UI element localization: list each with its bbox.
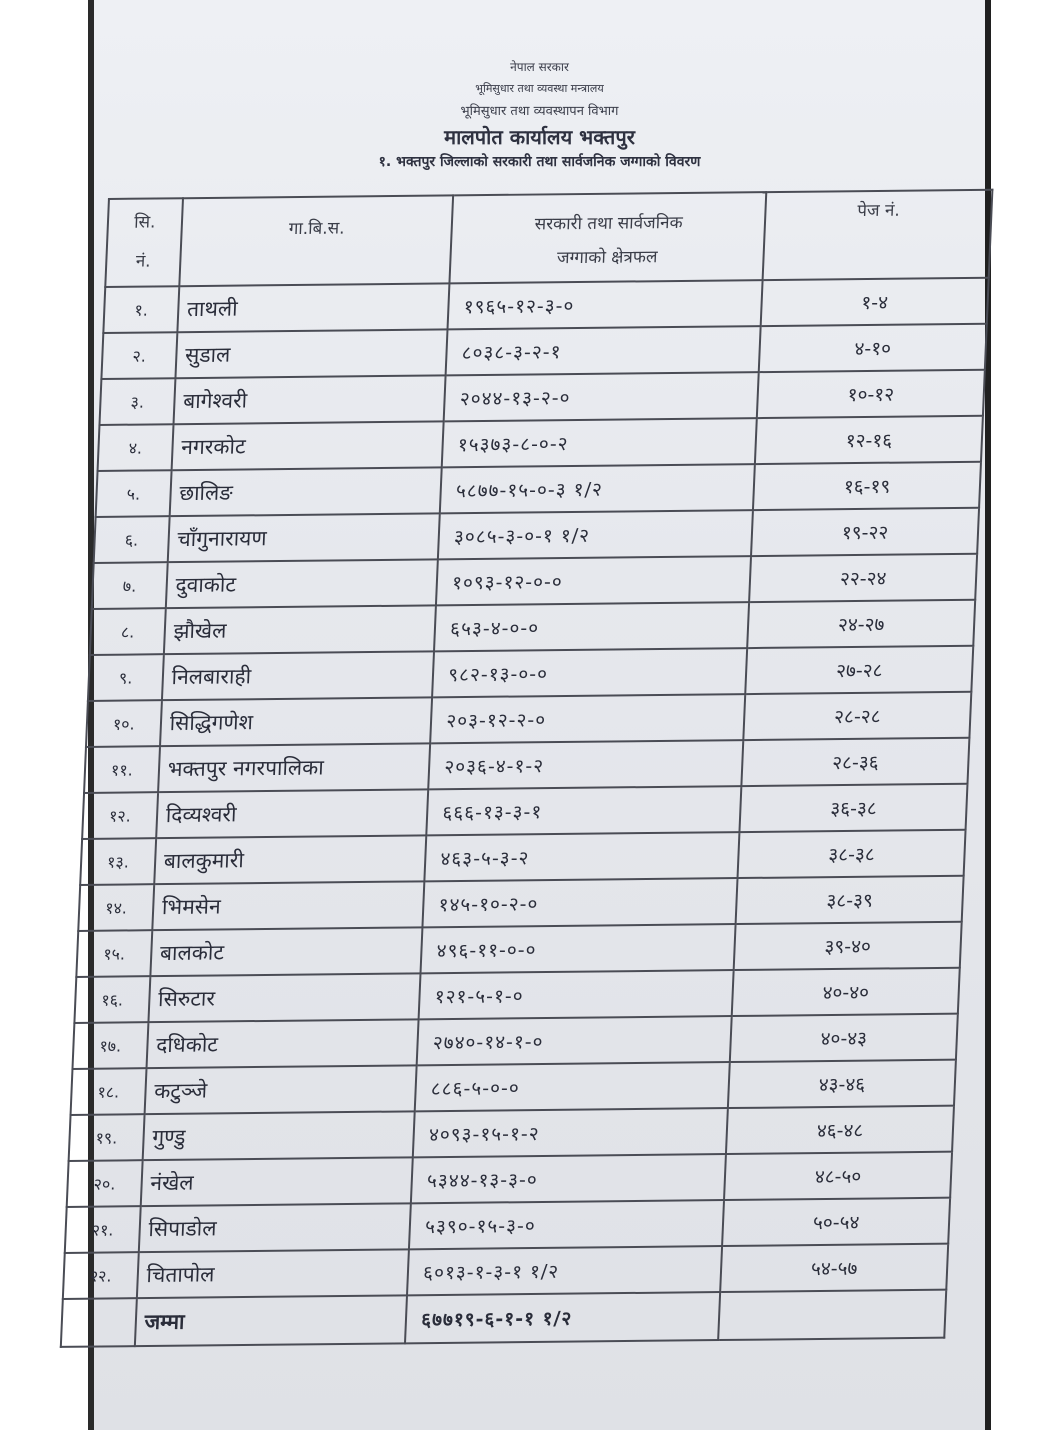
vdc-name-cell: गुण्डु — [142, 1111, 415, 1160]
page-range-cell: २७-२८ — [745, 646, 973, 694]
serial-cell: १७. — [72, 1022, 148, 1069]
vdc-name-cell: झौखेल — [164, 605, 437, 654]
vdc-name-cell: सिद्धिगणेश — [160, 697, 433, 746]
vdc-name-cell: चाँगुनारायण — [167, 513, 440, 562]
page-range-cell: ४८-५० — [724, 1152, 952, 1200]
total-label-cell: जम्मा — [135, 1295, 408, 1346]
vdc-name-cell: नगरकोट — [171, 421, 444, 470]
serial-cell: १. — [103, 286, 179, 333]
area-cell: ९८२-१३-०-० — [432, 648, 747, 697]
page-range-cell: ४०-४० — [732, 968, 960, 1016]
header-page-label: पेज नं. — [856, 200, 901, 222]
vdc-name-cell: ताथली — [177, 283, 450, 332]
page-range-cell: ५०-५४ — [722, 1198, 950, 1246]
page-range-cell: ३८-३९ — [736, 876, 964, 924]
page-range-cell: १०-१२ — [757, 370, 985, 418]
serial-cell: ६. — [94, 516, 170, 563]
area-cell: ८०३८-३-२-१ — [446, 326, 761, 375]
total-serial-cell — [61, 1298, 137, 1347]
table-total-row — [61, 1290, 946, 1347]
serial-cell: ७. — [92, 562, 168, 609]
vdc-name-cell: भक्तपुर नगरपालिका — [158, 743, 431, 792]
page-range-cell: १९-२२ — [751, 508, 979, 556]
page-range-cell: ३६-३८ — [740, 784, 968, 832]
header-page-number — [763, 190, 993, 280]
page-range-cell: ५४-५७ — [720, 1244, 948, 1292]
area-cell: ५३९०-१५-३-० — [409, 1200, 724, 1249]
header-area — [450, 192, 767, 283]
header-vdc-label: गा.बि.स. — [288, 218, 346, 240]
page-range-cell: २४-२७ — [747, 600, 975, 648]
area-cell: १५३७३-८-०-२ — [442, 418, 757, 467]
serial-cell: १३. — [80, 838, 156, 885]
serial-cell: १८. — [71, 1068, 147, 1115]
page-range-cell: ४६-४८ — [726, 1106, 954, 1154]
area-cell: १९६५-१२-३-० — [448, 280, 763, 329]
area-cell: २०३-१२-२-० — [430, 694, 745, 743]
serial-cell: ३. — [99, 378, 175, 425]
page-range-cell: १-४ — [761, 278, 989, 326]
vdc-name-cell: निलबाराही — [162, 651, 435, 700]
area-cell: १४५-१०-२-० — [423, 878, 738, 927]
vdc-name-cell: दधिकोट — [146, 1019, 419, 1068]
serial-cell: १२. — [82, 792, 158, 839]
serial-cell: ९. — [88, 654, 164, 701]
area-cell: ६०१३-१-३-१ १/२ — [407, 1246, 722, 1295]
vdc-name-cell: दिव्यश्वरी — [156, 789, 429, 838]
photo-border-right — [991, 0, 1059, 1430]
table-body — [61, 278, 989, 1347]
land-table — [60, 189, 994, 1348]
serial-cell: ११. — [84, 746, 160, 793]
vdc-name-cell: बालकुमारी — [154, 835, 427, 884]
total-page-cell — [718, 1290, 946, 1340]
area-cell: ४०९३-१५-१-२ — [413, 1108, 728, 1157]
serial-cell: १९. — [69, 1114, 145, 1161]
vdc-name-cell: सिरुटार — [148, 973, 421, 1022]
area-cell: १२१-५-१-० — [419, 970, 734, 1019]
serial-cell: १०. — [86, 700, 162, 747]
page-range-cell: २८-३६ — [742, 738, 970, 786]
vdc-name-cell: सिपाडोल — [139, 1203, 412, 1252]
area-cell: ५३४४-१३-३-० — [411, 1154, 726, 1203]
header-serial-number — [105, 198, 182, 287]
serial-cell: १४. — [78, 884, 154, 931]
area-cell: ६६६-१३-३-१ — [427, 786, 742, 835]
page-range-cell: ४०-४३ — [730, 1014, 958, 1062]
vdc-name-cell: चितापोल — [137, 1249, 410, 1298]
page-range-cell: ३८-३८ — [738, 830, 966, 878]
vdc-name-cell: दुवाकोट — [166, 559, 439, 608]
serial-cell: २१. — [65, 1206, 141, 1253]
header-area-line2: जग्गाको क्षेत्रफल — [556, 247, 658, 269]
header-office: मालपोत कार्यालय भक्तपुर — [444, 125, 635, 149]
page-range-cell: ४-१० — [759, 324, 987, 372]
total-area-cell: ६७७१९-६-१-१ १/२ — [405, 1292, 720, 1343]
area-cell: ४६३-५-३-२ — [425, 832, 740, 881]
area-cell: २०३६-४-१-२ — [428, 740, 743, 789]
area-cell: ३०८५-३-०-१ १/२ — [438, 510, 753, 559]
area-cell: ८८६-५-०-० — [415, 1062, 730, 1111]
area-cell: २७४०-१४-१-० — [417, 1016, 732, 1065]
serial-cell: २२. — [63, 1252, 139, 1299]
vdc-name-cell: बालकोट — [150, 927, 423, 976]
area-cell: ५८७७-१५-०-३ १/२ — [440, 464, 755, 513]
area-cell: २०४४-१३-२-० — [444, 372, 759, 421]
header-ministry: भूमिसुधार तथा व्यवस्था मन्त्रालय — [475, 82, 604, 95]
header-government: नेपाल सरकार — [510, 60, 569, 74]
page-range-cell: २२-२४ — [749, 554, 977, 602]
page-range-cell: ३९-४० — [734, 922, 962, 970]
page-range-cell: २८-२८ — [744, 692, 972, 740]
area-cell: १०९३-१२-०-० — [436, 556, 751, 605]
header-department: भूमिसुधार तथा व्यवस्थापन विभाग — [460, 104, 619, 119]
serial-cell: २०. — [67, 1160, 143, 1207]
serial-cell: १५. — [76, 930, 152, 977]
area-cell: ६५३-४-०-० — [434, 602, 749, 651]
page-range-cell: ४३-४६ — [728, 1060, 956, 1108]
document-header — [88, 56, 991, 174]
header-area-line1: सरकारी तथा सार्वजनिक — [534, 212, 684, 235]
header-serial-bottom: नं. — [135, 251, 152, 272]
page-range-cell: १२-१६ — [755, 416, 983, 464]
serial-cell: ४. — [98, 424, 174, 471]
serial-cell: २. — [101, 332, 177, 379]
land-table-container — [60, 189, 994, 1348]
header-serial-top: सि. — [133, 212, 156, 233]
vdc-name-cell: सुडाल — [175, 329, 448, 378]
vdc-name-cell: नंखेल — [140, 1157, 413, 1206]
vdc-name-cell: बागेश्वरी — [173, 375, 446, 424]
serial-cell: ८. — [90, 608, 166, 655]
header-subtitle: १. भक्तपुर जिल्लाको सरकारी तथा सार्वजनिक जग्गाको विवरण — [378, 154, 701, 170]
table-header-row — [105, 190, 992, 287]
vdc-name-cell: छालिङ — [169, 467, 442, 516]
page-range-cell: १६-१९ — [753, 462, 981, 510]
header-vdc — [179, 195, 453, 286]
area-cell: ४९६-११-०-० — [421, 924, 736, 973]
vdc-name-cell: भिमसेन — [152, 881, 425, 930]
serial-cell: १६. — [74, 976, 150, 1023]
serial-cell: ५. — [96, 470, 172, 517]
vdc-name-cell: कटुञ्जे — [144, 1065, 417, 1114]
